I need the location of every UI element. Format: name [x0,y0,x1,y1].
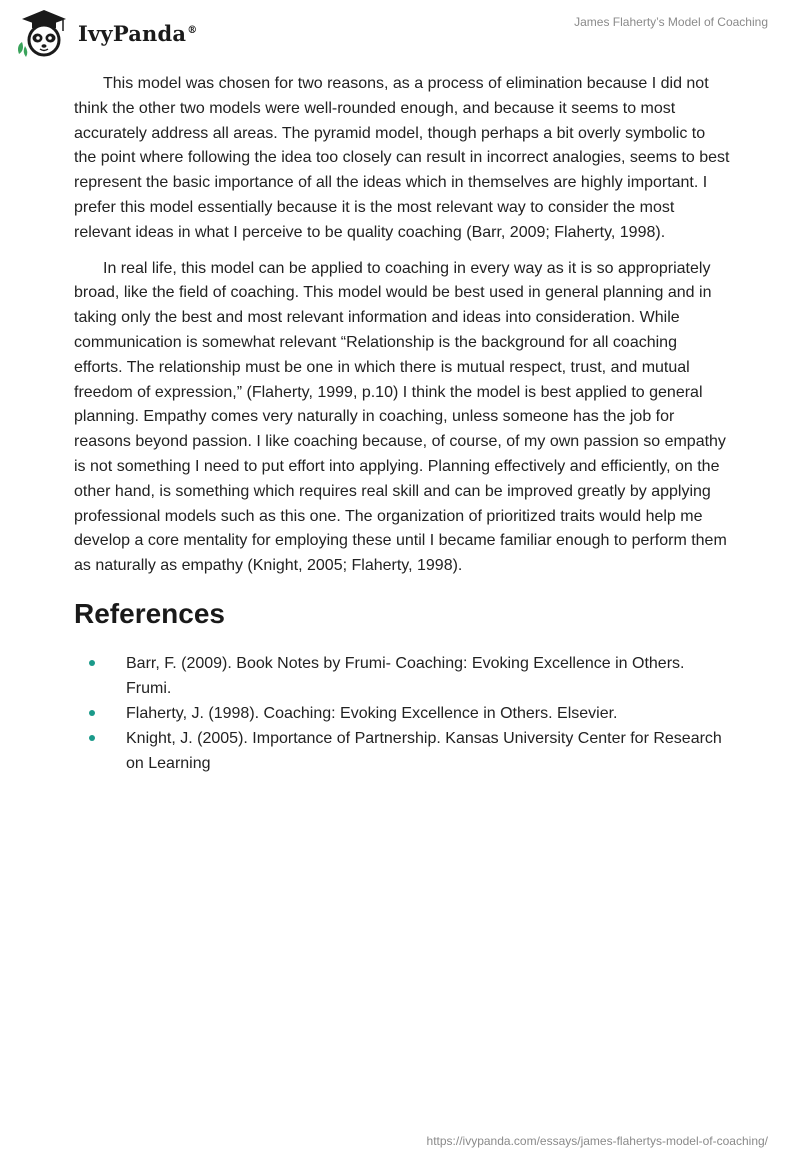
logo-wordmark: IvyPanda® [78,21,198,46]
reference-item [74,701,730,726]
reference-item [74,651,730,701]
ivypanda-logo[interactable] [16,8,206,58]
body-paragraph: In real life, this model can be applied to coaching in every way as it is so appropriately broad, like the field of coaching. This model would be best used in general planning and in taking only the best and most relevant information and ideas into consideration. While communication is somewhat relevant “Relationship is the background for all coaching efforts. The relationship must be one in which there is mutual respect, trust, and mutual freedom of expression,” (Flaherty, 1999, p.10) I think the model is best applied to general planning. Empathy comes very naturally in coaching, unless someone has the job for reasons beyond passion. I like coaching because, of course, of my own passion so empathy is not something I need to put effort into applying. Planning effectively and efficiently, on the other hand, is something which requires real skill and can be improved greatly by applying professional models such as this one. The organization of prioritized traits would help me develop a core mentality for employing these until I became familiar enough to perform them as naturally as empathy (Knight, 2005; Flaherty, 1998). [74,259,727,575]
source-url-link[interactable]: https://ivypanda.com/essays/james-flahertys-model-of-coaching/ [426,1134,768,1148]
reference-item [74,726,730,776]
reference-text: Flaherty, J. (1998). Coaching: Evoking Excellence in Others. Elsevier. [126,704,618,722]
panda-logo-icon [16,8,72,58]
essay-content [74,72,730,776]
bullet-icon [89,660,95,666]
references-heading: References [74,597,225,629]
bullet-icon [89,735,95,741]
references-list [74,651,730,776]
reference-text: Barr, F. (2009). Book Notes by Frumi- Coaching: Evoking Excellence in Others. Frumi. [126,654,685,697]
document-title: James Flaherty’s Model of Coaching [574,15,768,29]
bullet-icon [89,710,95,716]
body-paragraph: This model was chosen for two reasons, as a process of elimination because I did not think the other two models were well-rounded enough, and because it seems to most accurately address all areas. The pyramid model, though perhaps a bit overly symbolic to the point where following the idea too closely can result in incorrect analogies, seems to best represent the basic importance of all the ideas which in themselves are highly important. I prefer this model essentially because it is the most relevant way to consider the most relevant ideas in what I perceive to be quality coaching (Barr, 2009; Flaherty, 1998). [74,75,730,241]
reference-text: Knight, J. (2005). Importance of Partnership. Kansas University Center for Research on Learning [126,729,722,772]
page-header [0,0,800,64]
